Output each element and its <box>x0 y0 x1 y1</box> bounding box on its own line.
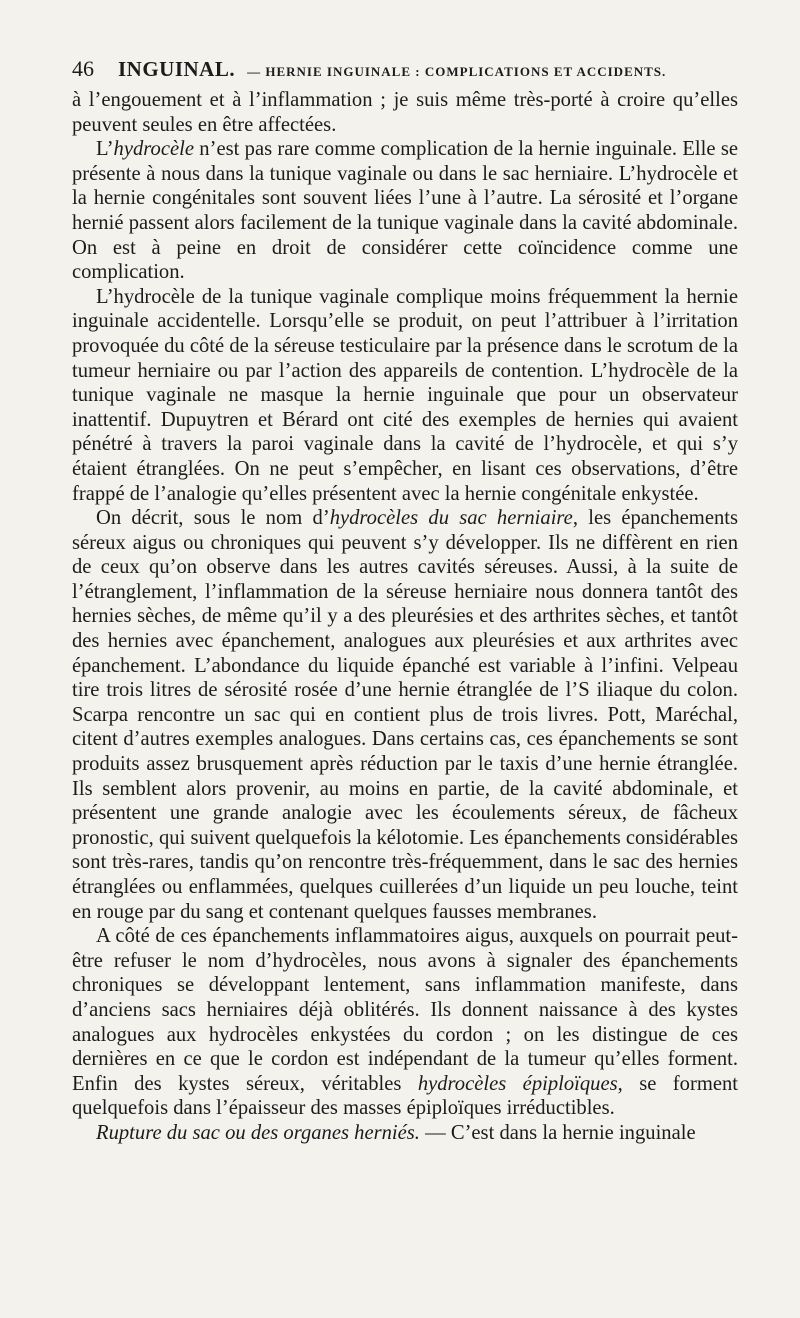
paragraph <box>72 88 738 137</box>
paragraph <box>72 506 738 924</box>
running-title: — HERNIE INGUINALE : COMPLICATIONS ET ACCIDENTS. <box>247 64 667 79</box>
paragraph-text: — C’est dans la hernie inguinale <box>419 1121 696 1144</box>
page-number: 46 <box>72 56 94 81</box>
italic-text: Rupture du sac ou des organes herniés. <box>96 1121 420 1144</box>
paragraph-text: L’ <box>96 138 114 161</box>
paragraph-text: , les épanchements séreux aigus ou chroniques qui peuvent s’y développer. Ils ne diffèrent en rien de ceux qu’on observe dans les autres cavités séreuses. Aussi, à la suite de l’étranglement, l’inflammation de la séreuse herniaire nous donnera tantôt des hernies sèches, de même qu’il y a des pleurésies et des arthrites sèches, et tantôt des hernies avec épanchement, analogues aux pleurésies et aux arthrites avec épanchement. L’abondance du liquide épanché est variable à l’infini. Velpeau tire trois litres de sérosité rosée d’une hernie étranglée de l’S iliaque du colon. Scarpa rencontre un sac qui en contient plus de trois livres. Pott, Maréchal, citent d’autres exemples analogues. Dans certains cas, ces épanchements se sont produits assez brusquement après réduction par le taxis d’une hernie étranglée. Ils semblent alors provenir, au moins en partie, de la cavité abdominale, et présentent une grande analogie avec les écoulements séreux, de fâcheux pronostic, qui suivent quelquefois la kélotomie. Les épanchements considérables sont très-rares, tandis qu’on rencontre très-fréquemment, dans le sac des hernies étranglées ou enflammées, quelques cuillerées d’un liquide un peu louche, teint en rouge par du sang et contenant quelques fausses membranes. <box>72 507 738 923</box>
paragraph <box>72 285 738 506</box>
paragraph-text: L’hydrocèle de la tunique vaginale complique moins fréquemment la hernie inguinale accidentelle. Lorsqu’elle se produit, on peut l’attribuer à l’irritation provoquée du côté de la séreuse testiculaire par la présence dans le scrotum de la tumeur herniaire ou par l’action des appareils de contention. L’hydrocèle de la tunique vaginale ne masque la hernie inguinale que pour un observateur inattentif. Dupuytren et Bérard ont cité des exemples de hernies qui avaient pénétré à travers la paroi vaginale dans la cavité de l’hydrocèle, et qui s’y étaient étranglées. On ne peut s’empêcher, en lisant ces observations, d’être frappé de l’analogie qu’elles présentent avec la hernie congénitale enkystée. <box>72 285 738 505</box>
paragraph <box>72 137 738 285</box>
paragraph <box>72 924 738 1121</box>
italic-text: hydrocèles du sac herniaire <box>329 507 573 530</box>
paragraph-text: , se forment quelquefois dans l’épaisseur des masses épiploïques irréductibles. <box>72 1072 739 1120</box>
paragraph <box>72 1121 738 1146</box>
body-text <box>72 88 738 1146</box>
italic-text: hydrocèle <box>113 138 194 161</box>
paragraph-text: n’est pas rare comme complication de la hernie inguinale. Elle se présente à nous dans la tunique vaginale ou dans le sac herniaire. L’hydrocèle et la hernie congénitales sont souvent liées l’une à l’autre. La sérosité et l’organe hernié passent alors facilement de la tunique vaginale dans la cavité abdominale. On est à peine en droit de considérer cette coïncidence comme une complication. <box>72 138 738 284</box>
paragraph-text: A côté de ces épanchements inflammatoires aigus, auxquels on pourrait peut-être refuser le nom d’hydrocèles, nous avons à signaler des épanchements chroniques se développant lentement, sans inflammation manifeste, dans d’anciens sacs herniaires déjà oblitérés. Ils donnent naissance à des kystes analogues aux hydrocèles enkystées du cordon ; on les distingue de ces dernières en ce que le cordon est indépendant de la tumeur qu’elles forment. Enfin des kystes séreux, véritables <box>72 925 738 1095</box>
paragraph-text: On décrit, sous le nom d’ <box>96 507 330 530</box>
running-header <box>72 56 740 84</box>
italic-text: hydrocèles épiploïques <box>417 1072 618 1095</box>
paragraph-text: à l’engouement et à l’inflammation ; je suis même très-porté à croire qu’elles peuvent seules en être affectées. <box>72 89 738 136</box>
running-section: INGUINAL. <box>118 57 236 81</box>
